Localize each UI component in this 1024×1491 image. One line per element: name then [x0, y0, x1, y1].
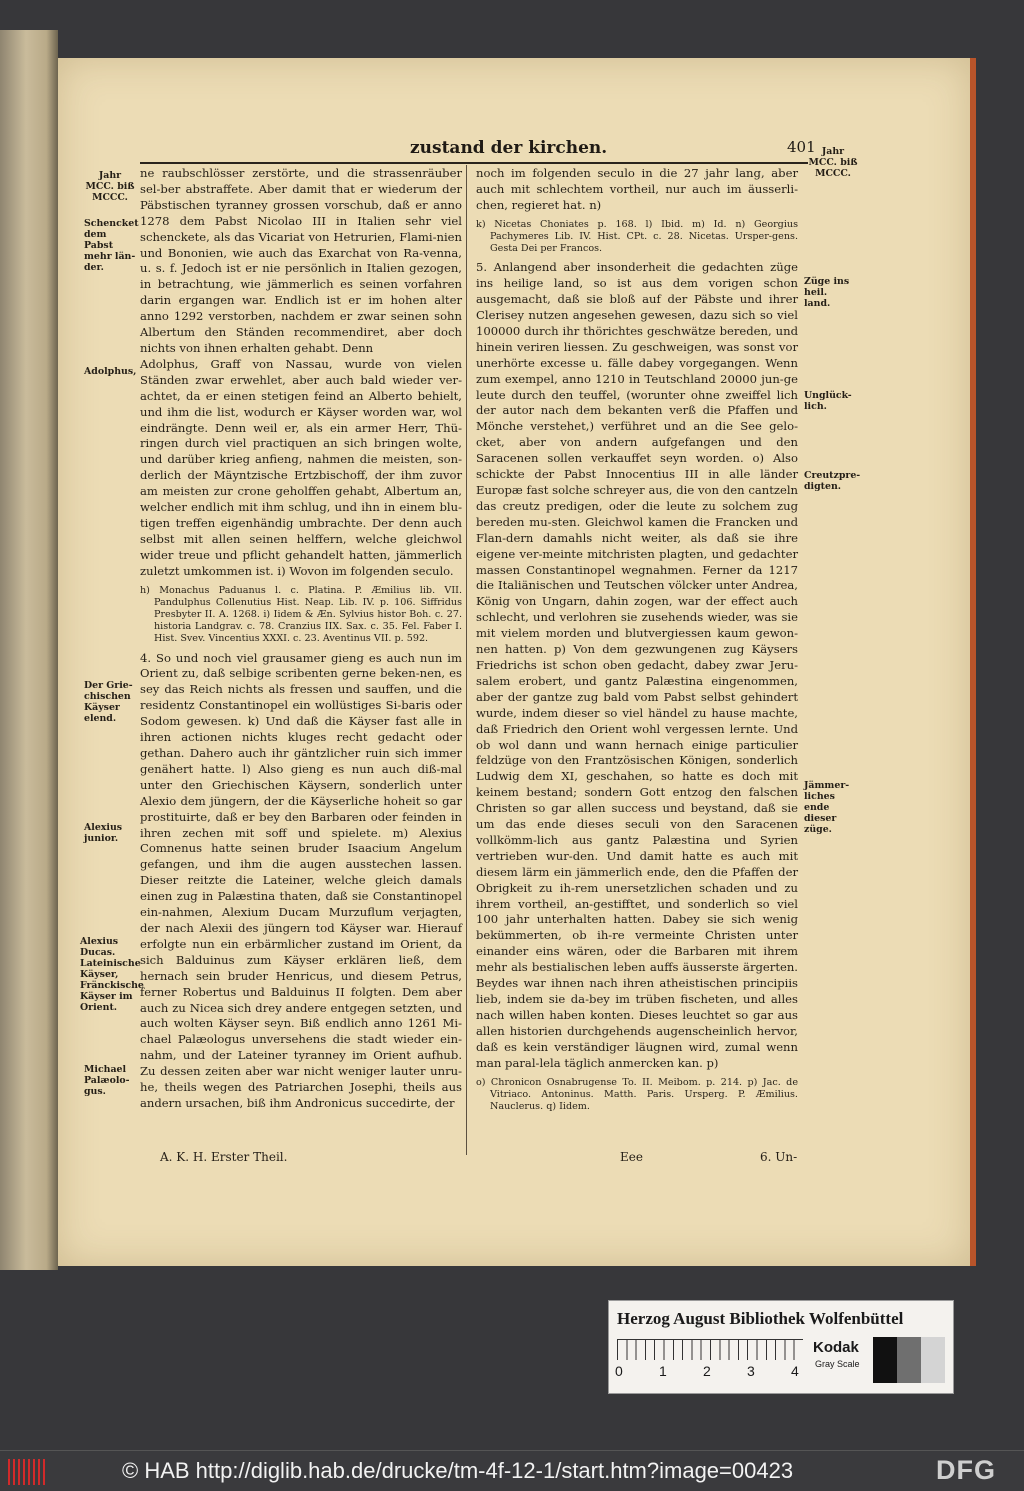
margin-note-griechische-kaeyser: Der Grie-chischen Käyser elend. — [84, 680, 133, 724]
footnote-h-i: h) Monachus Paduanus l. c. Platina. P. Æmilius lib. VII. Pandulphus Collenutius Hist. Neap. Lib. IV. p. 106. Siffridus Presbyter II. A. 1268. i) Iidem & Æn. Sylvius histor Boh. c. 27. historia Landgrav. c. 78. Cranzius IIX. Sax. c. 35. Fel. Faber I. Hist. Svev. Vincentius XXXI. c. 23. Aventinus VII. p. 592. — [140, 584, 462, 645]
dfg-logo: DFG — [936, 1455, 996, 1485]
footnote-o-q: o) Chronicon Osnabrugense To. II. Meibom. p. 214. p) Jac. de Vitriaco. Antoninus. Matth. Paris. Ursperg. P. Æmilius. Nauclerus. q) Iidem. — [476, 1076, 798, 1112]
page-number: 401 — [787, 138, 816, 156]
margin-note-michael-palaeologus: Michael Palæolo-gus. — [84, 1064, 130, 1097]
margin-note-schencket: Schencket dem Pabst mehr län-der. — [84, 218, 139, 273]
footer-bar — [0, 1450, 1024, 1491]
footer-copyright-link[interactable]: © HAB http://diglib.hab.de/drucke/tm-4f-12-1/start.htm?image=00423 — [122, 1458, 794, 1483]
library-name: Herzog August Bibliothek Wolfenbüttel — [617, 1309, 904, 1328]
ruler-number: 0 — [615, 1363, 623, 1379]
ruler-number: 2 — [703, 1363, 711, 1379]
margin-note-zuege: Züge ins heil. land. — [804, 276, 850, 309]
swatch-light-gray — [921, 1337, 945, 1383]
gray-scale-label: Gray Scale — [815, 1359, 860, 1369]
ruler-numbers — [615, 1363, 805, 1381]
right-column — [476, 166, 798, 1113]
scale-ruler — [617, 1339, 803, 1360]
kodak-logo: Kodak — [813, 1339, 859, 1356]
swatch-black — [873, 1337, 897, 1383]
catchword: 6. Un- — [760, 1150, 798, 1164]
signature-mark: Eee — [620, 1150, 643, 1164]
paragraph-continuation: noch im folgenden seculo in die 27 jahr lang, aber auch mit schlechtem vortheil, nur auch im äusserli-chen, regieret hat. n) — [476, 166, 798, 212]
signature-line: A. K. H. Erster Theil. — [160, 1150, 288, 1164]
ruler-number: 1 — [659, 1363, 667, 1379]
margin-note-years-left: Jahr MCC. biß MCCC. — [85, 170, 135, 203]
ruler-number: 3 — [747, 1363, 755, 1379]
paragraph-5-zuege: 5. Anlangend aber insonderheit die gedachten züge ins heilige land, so ist aus dem vorigen schon ausgemacht, daß sie bloß auf der Päbste und ihrer Clerisey nutzen angesehen gewesen, dazu sich so viel 100000 durch ihr thörichtes geschwätze bereden, und hinein veriren liessen. Zu geschweigen, was sonst vor unerhörte excesse u. fälle dabey vorgegangen. Wenn zum exempel, anno 1210 in Teutschland 20000 jun-ge leute durch den teuffel, (worunter ohne zweiffel lich der autor nach dem bekanten verß die Pfaffen und Mönche verstehet,) verführet und an die See gelo-cket, aber von andern aufgefangen und den Saracenen sollen verkauffet seyn worden. o) Also schickte der Pabst Innocentius III in alle länder Europæ fast solche schreyer aus, die von den cantzeln das creutz predigen, oder die leute zu solchem zug bereden mu-sten. Gleichwol kamen die Francken und Flan-dern damahls nicht weiter, als daß sie ihre eigene ver-meinte mitchristen plagten, und gedachter massen Constantinopel wegnahmen. Ferner da 1217 die Italiänischen und Teutschen völcker unter Andrea, König von Ungarn, dahin zogen, war der effect auch schlecht, und verlohren sie zusehends wieder, was sie mit vielem morden und blutvergiessen kaum gewon-nen hatten. p) Von dem gezwungenen zug Käysers Friedrichs ist schon oben gedacht, dabey zwar Jeru-salem erobert, und gantz Palæstina eingenommen, aber der gantze zug bald vom Pabst selbst gehindert wurde, indem dieser so viel händel zu hause machte, daß Friedrich den Orient wohl vergessen lernte. Und ob wol dann und wann hernach einige particulier feldzüge von den Frantzösischen Königen, sonderlich Ludwig dem XI, geschahen, so hatte es doch mit keinem bestand; sondern Gott entzog den falschen Christen so gar allen success und beystand, daß sie um das ende dieses seculi von den Saracenen vollkömm-lich aus gantz Palæstina und Syrien vertrieben wur-den. Und damit hatte es auch mit diesem lärm ein jämmerlich ende, den die Pfaffen der Obrigkeit zu ih-rem unersetzlichen schaden und zu ihrem vortheil, an-gestifftet, und sonderlich so viel 100 jahr unterhalten hatten. Dabey sie sich wenig bekümmerten, ob ih-re vermeinte Christen unter einander eins wären, oder die Barbaren mit ihrem mehr als bestialischen leben auffs äusserste ärgerten. Beydes war ihnen nach ihren atheistischen principiis lieb, indem sie da-bey im trüben fischeten, und alles nach willen haben konten. Dieses leuchtet so gar aus allen historien durchgehends augenscheinlich hervor, daß es kein verständiger läugnen wird, zumal wenn man paral-lela täglich anmercken kan. p) — [476, 260, 798, 1070]
margin-note-ungluecklich: Unglück-lich. — [804, 390, 852, 412]
margin-note-adolphus: Adolphus, — [84, 366, 137, 377]
margin-note-creutzpredigten: Creutzpre-digten. — [804, 470, 861, 492]
margin-note-alexius-junior: Alexius junior. — [84, 822, 123, 844]
ruler-number: 4 — [791, 1363, 799, 1379]
running-header: zustand der kirchen. — [410, 138, 608, 158]
paragraph-4-orient: 4. So und noch viel grausamer gieng es auch nun im Orient zu, daß selbige scribenten gerne beken-nen, es sey das Reich nichts als fressen und sauffen, und die residentz Constantinopel ein wollüstiges Si-baris oder Sodom gewesen. k) Und daß die Käyser fast alle in ihren actionen nichts kluges recht gedacht oder gethan. Dahero auch ihr gäntzlicher ruin sich immer genähert hatte. l) Also gieng es nun auch diß-mal unter den Griechischen Käysern, sonderlich unter Alexio dem jüngern, der die Käyserliche hoheit so gar prostituirte, daß er bey den Barbaren oder feinden in ihren zechen mit soff und spielete. m) Alexius Comnenus hatte seinen bruder Isaacium Angelum gefangen, und ihm die augen ausstechen lassen. Dieser reitzte die Lateiner, welche gleich damals einen zug in Palæstina thaten, daß sie Constantinopel ein-nahmen, Alexium Ducam Murzuflum verjagten, der nach Alexii des jüngern tod Käyser war. Hierauf erfolgte nun ein erbärmlicher zustand im Orient, da sich Balduinus zum Käyser erklären ließ, dem hernach sein bruder Henricus, und diesem Petrus, ferner Robertus und Balduinus II folgten. Dem aber auch zu Nicea sich drey andere entgegen setzten, und auch wolten Käyser seyn. Biß endlich anno 1261 Mi-chael Palæologus unversehens die stadt wieder ein-nahm, und der Lateiner tyranney im Orient aufhub. Zu dessen zeiten aber war nicht weniger lauter unru-he, theils wegen des Patriarchen Josephi, theils aus andern ursachen, biß ihm Andronicus succedirte, der — [140, 650, 462, 1110]
paragraph-adolphus: Adolphus, Graff von Nassau, wurde von vielen Ständen zwar erwehlet, aber auch bald wieder ver-achtet, da er einen stetigen feind an Alberto behielt, und ihm die list, wodurch er Käyser worden war, wol eindrängte. Denn weil er, als ein armer Herr, Thü-ringen durch viel practiquen an sich bringen wolte, und darüber krieg anfieng, nahmen die meisten, son-derlich der Mäyntzische Ertzbischoff, der ihm zuvor am meisten zur crone geholffen gehabt, Albertum an, welcher endlich mit ihm schlug, und ihn in einem blu-tigen treffen eigenhändig umbrachte. Der denn auch selbst mit allen seinen helffern, welche gleichwol wider treue und pflicht gehandelt hatten, jämmerlich zuletzt umkommen ist. i) Wovon im folgenden seculo. — [140, 356, 462, 578]
footnote-k-n: k) Nicetas Choniates p. 168. l) Ibid. m) Id. n) Georgius Pachymeres Lib. IV. Hist. CPt. c. 28. Nicetas. Ursper-gens. Gesta Dei per Francos. — [476, 218, 798, 255]
swatch-gray — [897, 1337, 921, 1383]
paragraph-rudolph: ne raubschlösser zerstörte, und die strassenräuber sel-ber abstraffete. Aber damit that er wiederum der Päbstischen tyranney grossen vorschub, daß er anno 1278 dem Pabst Nicolao III in Italien sehr viel schenckete, als das Vicariat von Hetrurien, Flami-nien und Bononien, wie auch das Exarchat von Ra-venna, u. s. f. Jedoch ist er nie persönlich in Italien gezogen, in betrachtung, wie jämmerlich es seinen vorfahren darin ergangen war. Endlich ist er im hohen alter anno 1292 verstorben, nachdem er zwar seinen sohn Albertum den Ständen recommendiret, aber doch nichts von ihnen erhalten gehabt. Denn — [140, 166, 462, 355]
color-calibration-card — [608, 1300, 954, 1394]
column-divider — [466, 165, 467, 1155]
margin-note-jaemmerlich: Jämmer-liches ende dieser züge. — [804, 780, 850, 835]
left-column — [140, 166, 462, 1112]
margin-note-alexius-ducas: Alexius Ducas. Lateinische Käyser, Fränckische Käyser im Orient. — [80, 936, 144, 1013]
margin-note-years-right: Jahr MCC. biß MCCC. — [808, 146, 858, 179]
facing-page-edge — [0, 30, 58, 1270]
hab-logo-icon — [8, 1459, 48, 1485]
header-rule — [140, 162, 808, 164]
